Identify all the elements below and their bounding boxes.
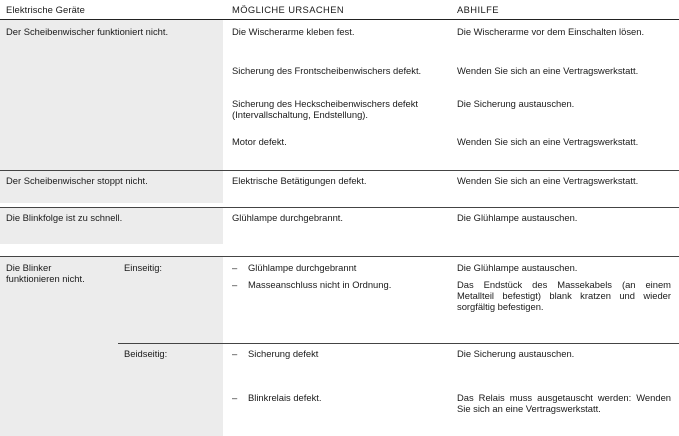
sub-label: Beidseitig: (124, 348, 168, 359)
column-header-causes: MÖGLICHE URSACHEN (232, 4, 345, 15)
cause-text: Glühlampe durchgebrannt (248, 262, 357, 273)
remedy-text: Die Glühlampe austauschen. (457, 262, 578, 273)
cause-text: Glühlampe durchgebrannt. (232, 212, 344, 223)
bullet-dash: – (232, 262, 238, 273)
remedy-text: Das Relais muss ausgetauscht werden: Wenden Sie sich an eine Vertragswerkstatt. (457, 392, 671, 414)
remedy-text: Das Endstück des Massekabels (an einem Metallteil befestigt) blank kratzen und wieder sorgfältig befestigen. (457, 279, 671, 312)
remedy-text: Die Sicherung austauschen. (457, 348, 575, 359)
row-divider (0, 207, 679, 208)
cause-text: Elektrische Betätigungen defekt. (232, 175, 367, 186)
device-label: Die Blinker funktionieren nicht. (6, 262, 85, 284)
row-divider (0, 256, 679, 257)
bullet-dash: – (232, 392, 238, 403)
cause-text: Sicherung defekt (248, 348, 319, 359)
remedy-text: Die Glühlampe austauschen. (457, 212, 578, 223)
remedy-text: Die Wischerarme vor dem Einschalten lösen. (457, 26, 645, 37)
cause-text: Blinkrelais defekt. (248, 392, 322, 403)
device-label: Die Blinkfolge ist zu schnell. (6, 212, 123, 223)
column-header-device: Elektrische Geräte (6, 4, 85, 15)
device-label: Der Scheibenwischer stoppt nicht. (6, 175, 148, 186)
remedy-text: Wenden Sie sich an eine Vertragswerkstatt. (457, 175, 639, 186)
cause-text: Sicherung des Heckscheibenwischers defekt (Intervallschaltung, Endstellung). (232, 98, 419, 120)
bullet-dash: – (232, 348, 238, 359)
remedy-text: Die Sicherung austauschen. (457, 98, 575, 109)
bullet-dash: – (232, 279, 238, 290)
subrow-divider (118, 343, 679, 344)
cause-text: Sicherung des Frontscheibenwischers defekt. (232, 65, 422, 76)
cause-text: Die Wischerarme kleben fest. (232, 26, 355, 37)
sub-label: Einseitig: (124, 262, 163, 273)
device-cell-bg (0, 20, 223, 171)
remedy-text: Wenden Sie sich an eine Vertragswerkstatt. (457, 65, 639, 76)
cause-text: Masseanschluss nicht in Ordnung. (248, 279, 392, 290)
cause-text: Motor defekt. (232, 136, 287, 147)
remedy-text: Wenden Sie sich an eine Vertragswerkstatt. (457, 136, 639, 147)
device-label: Der Scheibenwischer funktioniert nicht. (6, 26, 169, 37)
column-header-remedy: ABHILFE (457, 4, 499, 15)
row-divider (0, 170, 679, 171)
header-rule (0, 19, 679, 20)
